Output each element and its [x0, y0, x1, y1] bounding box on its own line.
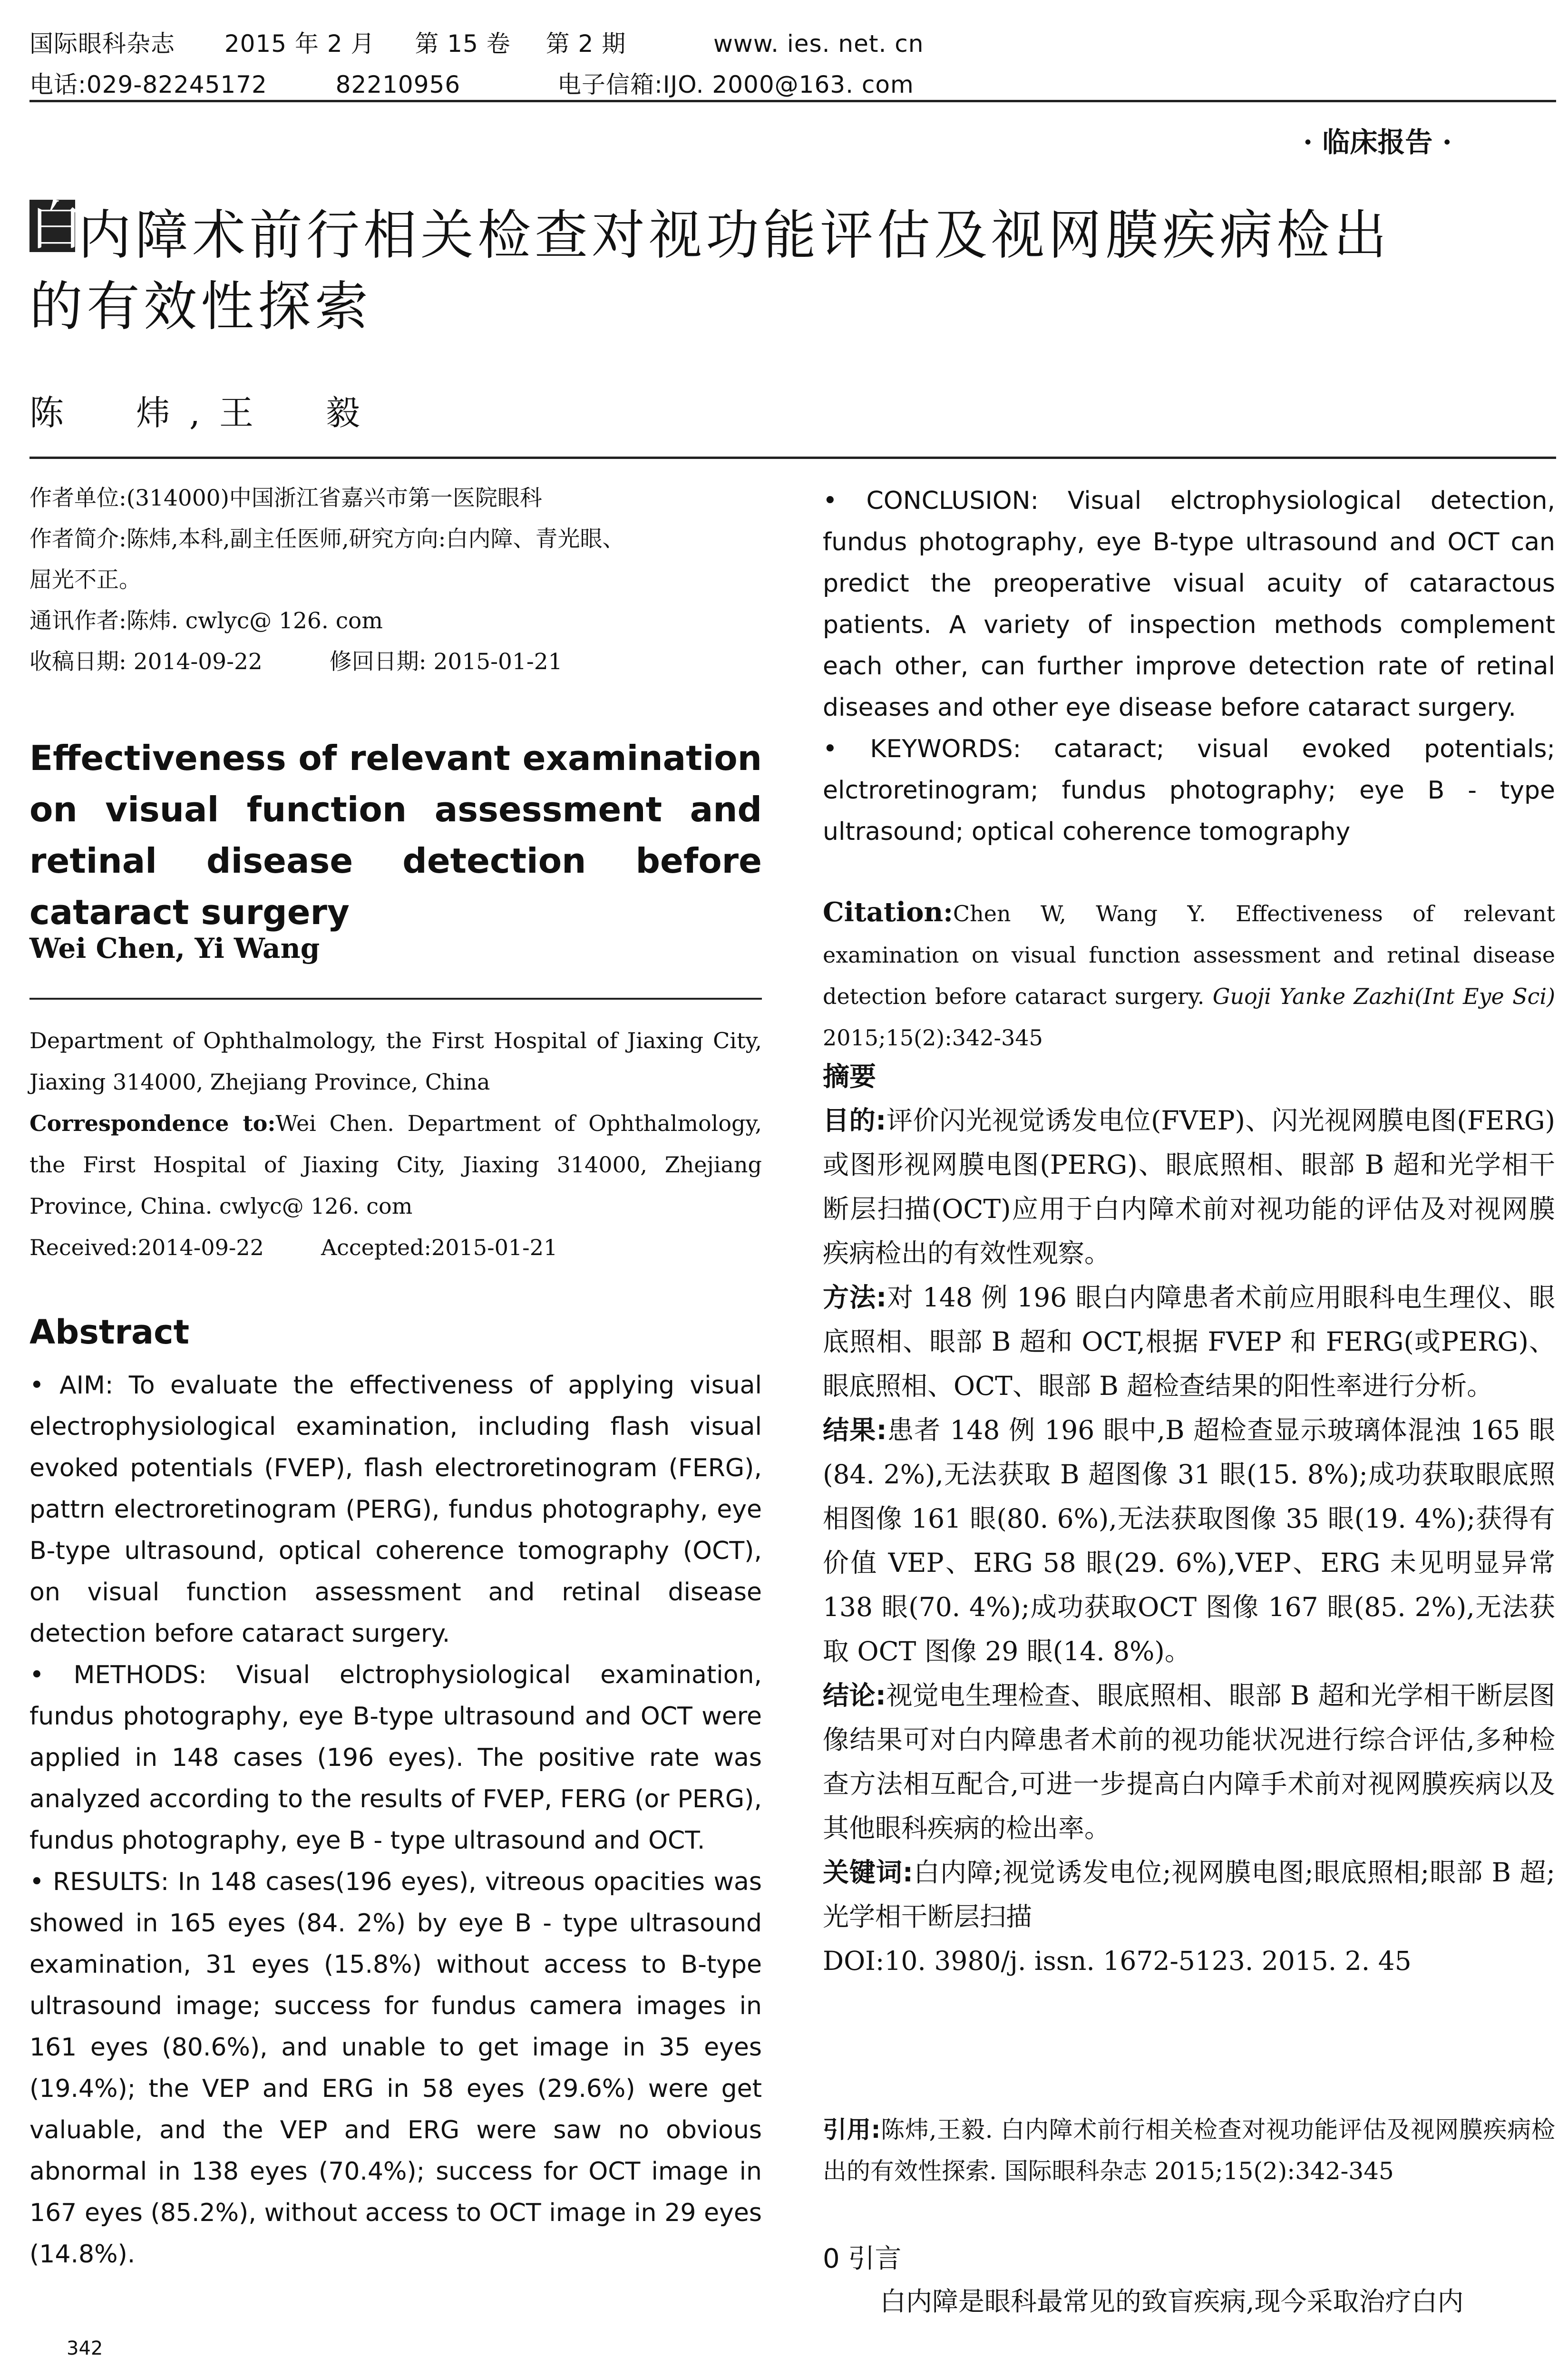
phone: 电话:029-82245172 — [29, 71, 267, 98]
journal-name: 国际眼科杂志 — [29, 30, 175, 58]
article-title — [29, 195, 1556, 342]
issue-date: 2015 年 2 月 — [224, 30, 375, 58]
intro-heading: 0 引言 — [823, 2243, 902, 2274]
cn-citation-text: 陈炜,王毅. 白内障术前行相关检查对视功能评估及视网膜疾病检出的有效性探索. 国际眼科杂志 2015;15(2):342-345 — [823, 2116, 1555, 2185]
issue: 第 2 期 — [545, 30, 626, 58]
title-logo-char: 白 — [29, 195, 87, 257]
journal-header — [29, 25, 1551, 59]
journal-contact — [29, 66, 1551, 100]
abstract-body — [29, 1365, 762, 2275]
accepted-date: Accepted:2015-01-21 — [321, 1235, 558, 1260]
correspondence-label: Correspondence to: — [29, 1111, 276, 1136]
cn-abstract-heading: 摘要 — [823, 1062, 876, 1092]
section-label: · 临床报告 · — [1303, 126, 1452, 158]
volume: 第 15 卷 — [415, 30, 511, 58]
cn-author-info — [29, 478, 771, 682]
abstract-body-cont — [823, 480, 1555, 853]
citation-journal: Guoji Yanke Zazhi(Int Eye Sci) — [1212, 984, 1556, 1009]
header-rule — [29, 100, 1556, 102]
cn-aim-label: 目的: — [823, 1105, 886, 1136]
cn-aim: 评价闪光视觉诱发电位(FVEP)、闪光视网膜电图(FERG)或图形视网膜电图(PERG)、眼底照相、眼部 B 超和光学相干断层扫描(OCT)应用于白内障术前对视功能的评估及对视网膜疾病检出的有效性观察。 — [823, 1105, 1556, 1268]
dates-cn: 收稿日期: 2014-09-22 修回日期: 2015-01-21 — [29, 649, 563, 675]
email: 电子信箱:IJO. 2000@163. com — [557, 71, 914, 98]
citation-text: Chen W, Wang Y. Effectiveness of relevant examination on visual function assessment and retinal disease detection before cataract surgery. — [823, 901, 1555, 1009]
cn-abstract-body — [823, 1099, 1555, 1983]
cn-conclusion-label: 结论: — [823, 1680, 886, 1711]
intro-text: 白内障是眼科最常见的致盲疾病,现今采取治疗白内 — [880, 2286, 1464, 2317]
phone2: 82210956 — [335, 71, 461, 98]
authors-cn: 陈 炜,王 毅 — [29, 393, 379, 433]
citation-label: Citation: — [823, 896, 953, 928]
cn-methods: 对 148 例 196 眼白内障患者术前应用眼科电生理仪、眼底照相、眼部 B 超和 OCT,根据 FVEP 和 FERG(或PERG)、眼底照相、OCT、眼部 B 超检查结果的阳性率进行分析。 — [823, 1282, 1556, 1401]
abstract-keywords: • KEYWORDS: cataract; visual evoked potentials; elctroretinogram; fundus photography; eye B - type ultrasound; optical coherence tomography — [823, 735, 1555, 846]
correspondence-text: Wei Chen. Department of Ophthalmology, the First Hospital of Jiaxing City, Jiaxing 314000, Zhejiang Province, China. cwlyc@ 126. com — [29, 1111, 762, 1219]
title-line2: 的有效性探索 — [29, 276, 372, 338]
cn-conclusion: 视觉电生理检查、眼底照相、眼部 B 超和光学相干断层图像结果可对白内障患者术前的视功能状况进行综合评估,多种检查方法相互配合,可进一步提高白内障手术前对视网膜疾病以及其他眼科疾病的检出率。 — [823, 1680, 1555, 1843]
title-rule — [29, 457, 1556, 459]
corresponding-author-cn: 通讯作者:陈炜. cwlyc@ 126. com — [29, 608, 383, 634]
affiliation-block — [29, 1020, 762, 1268]
abstract-conclusion: • CONCLUSION: Visual elctrophysiological detection, fundus photography, eye B-type ultrasound and OCT can predict the preoperative visual acuity of cataractous patients. A variety of inspection methods complement each other, can further improve detection rate of retinal diseases and other eye disease before cataract surgery. — [823, 487, 1555, 722]
cn-results-label: 结果: — [823, 1415, 887, 1445]
citation-en — [823, 892, 1555, 1059]
doi: DOI:10. 3980/j. issn. 1672-5123. 2015. 2. 45 — [823, 1946, 1412, 1976]
cn-results: 患者 148 例 196 眼中,B 超检查显示玻璃体混浊 165 眼(84. 2%),无法获取 B 超图像 31 眼(15. 8%);成功获取眼底照相图像 161 眼(80. 6%),无法获取图像 35 眼(19. 4%);获得有价值 VEP、ERG 58 眼(29. 6%),VEP、ERG 未见明显异常 138 眼(70. 4%);成功获取OCT 图像 167 眼(85. 2%),无法获取 OCT 图像 29 眼(14. 8%)。 — [823, 1415, 1555, 1666]
abstract-methods: • METHODS: Visual elctrophysiological examination, fundus photography, eye B-type ultrasound and OCT were applied in 148 cases (196 eyes). The positive rate was analyzed according to the results of FVEP, FERG (or PERG), fundus photography, eye B - type ultrasound and OCT. — [29, 1661, 762, 1855]
abstract-results: • RESULTS: In 148 cases(196 eyes), vitreous opacities was showed in 165 eyes (84. 2%) by eye B - type ultrasound examination, 31 eyes (15.8%) without access to B-type ultrasound image; success for fundus camera images in 161 eyes (80.6%), and unable to get image in 35 eyes (19.4%); the VEP and ERG in 58 eyes (29.6%) were get valuable, and the VEP and ERG were saw no obvious abnormal in 138 eyes (70.4%); success for OCT image in 167 eyes (85.2%), without access to OCT image in 29 eyes (14.8%). — [29, 1868, 762, 2269]
author-bio-cn-cont: 屈光不正。 — [29, 567, 141, 593]
website: www. ies. net. cn — [713, 30, 924, 58]
received-date: Received:2014-09-22 — [29, 1235, 264, 1260]
department: Department of Ophthalmology, the First Hospital of Jiaxing City, Jiaxing 314000, Zhejiang Province, China — [29, 1028, 762, 1095]
abstract-heading: Abstract — [29, 1313, 190, 1352]
page-number: 342 — [67, 2338, 103, 2359]
cn-citation-label: 引用: — [823, 2116, 881, 2143]
citation-ref: 2015;15(2):342-345 — [823, 1025, 1043, 1051]
cn-keywords: 白内障;视觉诱发电位;视网膜电图;眼底照相;眼部 B 超;光学相干断层扫描 — [823, 1857, 1555, 1932]
english-title: Effectiveness of relevant examination on visual function assessment and retinal disease detection before cataract surgery — [29, 738, 762, 932]
title-line1: 内障术前行相关检查对视功能评估及视网膜疾病检出 — [78, 205, 1391, 266]
affiliation-rule — [29, 998, 762, 1000]
abstract-aim: • AIM: To evaluate the effectiveness of applying visual electrophysiological examination, including flash visual evoked potentials (FVEP), flash electroretinogram (FERG), pattrn electroretinogram (PERG), fundus photography, eye B-type ultrasound, optical coherence tomography (OCT), on visual function assessment and retinal disease detection before cataract surgery. — [29, 1371, 762, 1648]
cn-methods-label: 方法: — [823, 1282, 887, 1313]
author-bio-cn: 作者简介:陈炜,本科,副主任医师,研究方向:白内障、青光眼、 — [29, 526, 625, 552]
cn-keywords-label: 关键词: — [823, 1857, 913, 1888]
english-authors: Wei Chen, Yi Wang — [29, 932, 320, 964]
author-affiliation-cn: 作者单位:(314000)中国浙江省嘉兴市第一医院眼科 — [29, 485, 542, 511]
citation-cn — [823, 2109, 1555, 2192]
